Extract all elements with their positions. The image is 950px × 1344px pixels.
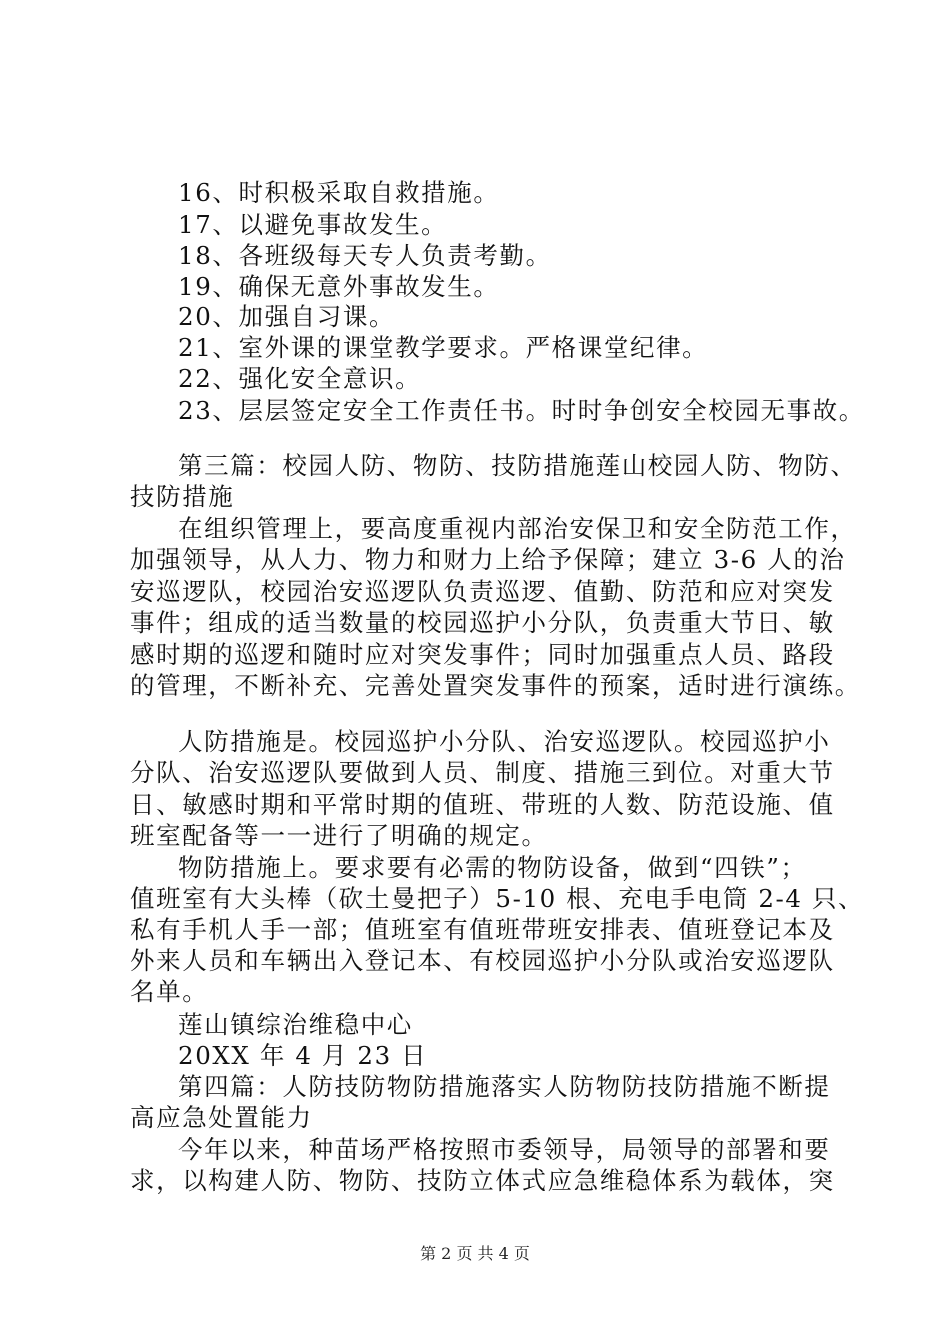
list-item: 17、以避免事故发生。 (178, 210, 448, 239)
part4-title-line: 高应急处置能力 (130, 1103, 313, 1132)
page-footer: 第 2 页 共 4 页 (420, 1244, 530, 1263)
list-item: 23、层层签定安全工作责任书。时时争创安全校园无事故。 (178, 396, 865, 425)
paragraph-line: 班室配备等一一进行了明确的规定。 (130, 821, 548, 850)
paragraph-line: 分队、治安巡逻队要做到人员、制度、措施三到位。对重大节 (130, 758, 835, 787)
paragraph-line: 的管理，不断补充、完善处置突发事件的预案，适时进行演练。 (130, 671, 861, 700)
paragraph-line: 名单。 (130, 977, 209, 1006)
paragraph-line: 事件；组成的适当数量的校园巡护小分队，负责重大节日、敏 (130, 608, 835, 637)
paragraph-line: 外来人员和车辆出入登记本、有校园巡护小分队或治安巡逻队 (130, 946, 835, 975)
list-item: 18、各班级每天专人负责考勤。 (178, 241, 552, 270)
paragraph-line: 今年以来，种苗场严格按照市委领导，局领导的部署和要 (178, 1135, 831, 1164)
paragraph-line: 人防措施是。校园巡护小分队、治安巡逻队。校园巡护小 (178, 727, 831, 756)
list-item: 20、加强自习课。 (178, 302, 396, 331)
paragraph-line: 加强领导，从人力、物力和财力上给予保障；建立 3-6 人的治 (130, 545, 846, 574)
paragraph-line: 值班室有大头棒（砍土曼把子）5-10 根、充电手电筒 2-4 只、 (130, 884, 865, 913)
paragraph-line: 求，以构建人防、物防、技防立体式应急维稳体系为载体，突 (130, 1166, 835, 1195)
signature: 莲山镇综治维稳中心 (178, 1010, 413, 1039)
part4-title-line: 第四篇：人防技防物防措施落实人防物防技防措施不断提 (178, 1072, 831, 1101)
paragraph-line: 私有手机人手一部；值班室有值班带班安排表、值班登记本及 (130, 915, 835, 944)
part3-title-line: 第三篇：校园人防、物防、技防措施莲山校园人防、物防、 (178, 451, 857, 480)
list-item: 16、时积极采取自救措施。 (178, 178, 500, 207)
list-item: 21、室外课的课堂教学要求。严格课堂纪律。 (178, 333, 709, 362)
list-item: 19、确保无意外事故发生。 (178, 272, 500, 301)
list-item: 22、强化安全意识。 (178, 364, 422, 393)
paragraph-line: 感时期的巡逻和随时应对突发事件；同时加强重点人员、路段 (130, 640, 835, 669)
date: 20XX 年 4 月 23 日 (178, 1041, 428, 1070)
paragraph-line: 日、敏感时期和平常时期的值班、带班的人数、防范设施、值 (130, 790, 835, 819)
paragraph-line: 在组织管理上，要高度重视内部治安保卫和安全防范工作， (178, 514, 857, 543)
paragraph-line: 安巡逻队，校园治安巡逻队负责巡逻、值勤、防范和应对突发 (130, 577, 835, 606)
part3-title-line: 技防措施 (130, 482, 235, 511)
paragraph-line: 物防措施上。要求要有必需的物防设备，做到“四铁”； (178, 853, 807, 882)
